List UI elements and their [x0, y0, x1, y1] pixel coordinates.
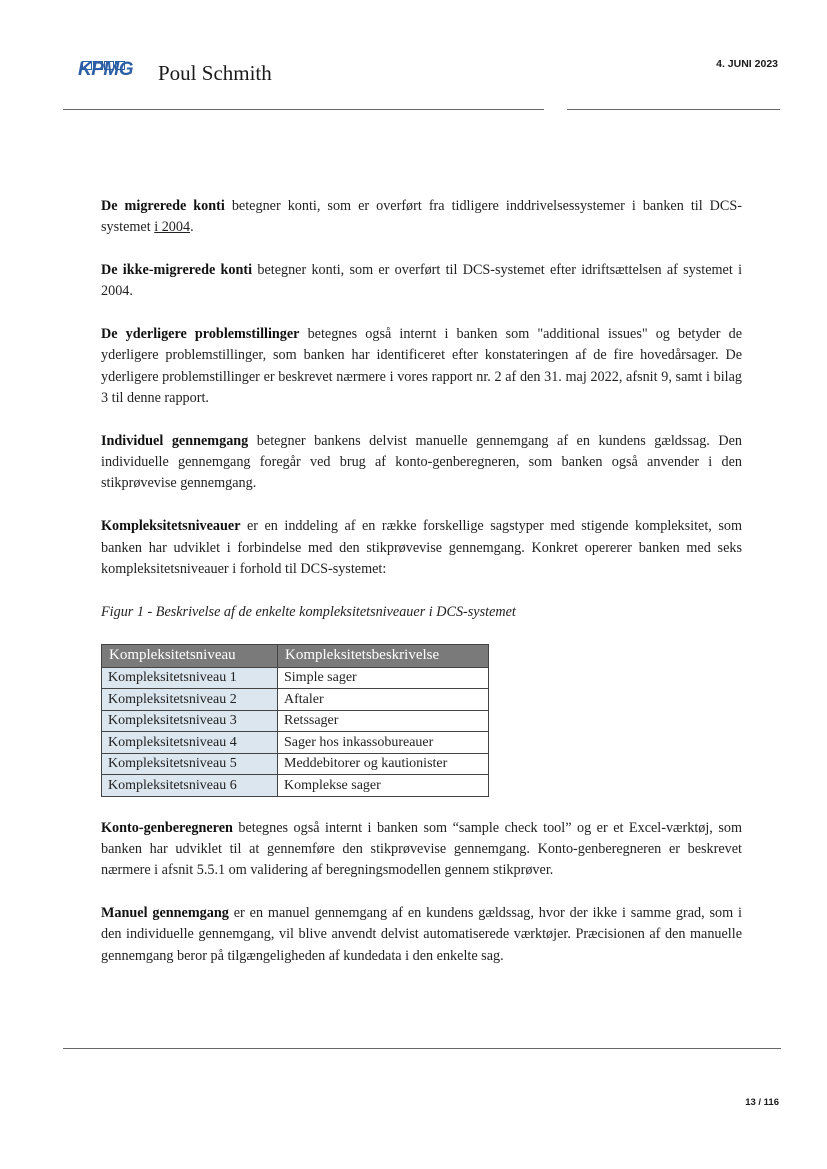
table-cell: Komplekse sager [278, 775, 489, 797]
paragraph-text: betegner konti, som er overført til DCS-systemet efter idriftsættelsen af systemet i 2004. [101, 262, 743, 300]
page-number: 13 / 116 [745, 1097, 779, 1108]
footer-divider [63, 1048, 781, 1049]
table-cell: Sager hos inkassobureauer [278, 732, 489, 754]
kpmg-logo [78, 55, 136, 83]
table-row [102, 732, 489, 754]
paragraph-text: er en inddeling af en række forskellige sagstyper med stigende kompleksitet, som banken har udviklet i forbindelse med den stikprøvevise gennemgang. Konkret opererer banken med seks kompleksitetsniveauer i forhold til DCS-systemet: [101, 518, 742, 577]
term: Manuel gennemgang [101, 905, 229, 922]
paragraph-kompleksitetsniveauer [101, 516, 742, 580]
header-divider-left [63, 109, 544, 110]
table-cell: Kompleksitetsniveau 4 [102, 732, 278, 754]
paragraph-konto-genberegneren [101, 818, 742, 882]
term: De ikke-migrerede konti [101, 262, 253, 279]
paragraph-ikke-migrerede-konti [101, 260, 742, 303]
table-cell: Kompleksitetsniveau 5 [102, 753, 278, 775]
table-cell: Meddebitorer og kautionister [278, 753, 489, 775]
table-row [102, 775, 489, 797]
table-row [102, 753, 489, 775]
paragraph-text: betegnes også internt i banken som “sample check tool” og er et Excel-værktøj, som banken har udviklet til at gennemføre den stikprøvevise gennemgang. Konto-genberegneren er beskrevet nærmere i afsnit 5.5.1 om validering af beregningsmodellen gennem stikprøver. [101, 819, 742, 879]
table-row [102, 667, 489, 689]
term: De migrerede konti [101, 198, 225, 214]
table-cell: Retssager [278, 710, 489, 732]
table-row [102, 689, 489, 711]
table-cell: Simple sager [278, 667, 489, 689]
table-header-cell: Kompleksitetsbeskrivelse [278, 645, 489, 667]
paragraph-text: . [190, 219, 194, 236]
paragraph-text: betegner konti, som er overført fra tidligere inddrivelsessystemer i banken til DCS-systemet [101, 198, 742, 236]
term: Konto-genberegneren [101, 819, 233, 836]
document-body [101, 196, 742, 989]
table-cell: Kompleksitetsniveau 1 [102, 667, 278, 689]
table-header-cell: Kompleksitetsniveau [102, 645, 278, 667]
term: Individuel gennemgang [101, 432, 249, 449]
header-divider-right [567, 109, 780, 110]
table-cell: Aftaler [278, 689, 489, 711]
firm-name: Poul Schmith [158, 61, 272, 85]
table-row [102, 710, 489, 732]
paragraph-individuel-gennemgang [101, 431, 742, 495]
document-date: 4. JUNI 2023 [716, 58, 778, 70]
table-cell: Kompleksitetsniveau 3 [102, 710, 278, 732]
table-header-row [102, 645, 489, 667]
logo-text: KPMG [78, 59, 133, 80]
table-cell: Kompleksitetsniveau 6 [102, 775, 278, 797]
paragraph-text: betegner bankens delvist manuelle gennemgang af en kundens gældssag. Den individuelle gennemgang foregår ved brug af konto-genberegneren, som banken også anvender i den stikprøvevise gennemgang. [101, 432, 742, 492]
paragraph-yderligere-problemstillinger [101, 324, 742, 409]
paragraph-migrerede-konti [101, 196, 742, 239]
paragraph-manuel-gennemgang [101, 903, 742, 967]
paragraph-text: betegnes også internt i banken som "additional issues" og betyder de yderligere problemstillinger, som banken har identificeret efter konstateringen af de fire hovedårsager. De yderligere problemstillinger er beskrevet nærmere i vores rapport nr. 2 af den 31. maj 2022, afsnit 9, samt i bilag 3 til denne rapport. [101, 326, 743, 407]
table-cell: Kompleksitetsniveau 2 [102, 689, 278, 711]
term: De yderligere problemstillinger [101, 326, 300, 343]
term: Kompleksitetsniveauer [101, 518, 241, 535]
figure-caption: Figur 1 - Beskrivelse af de enkelte kompleksitetsniveauer i DCS-systemet [101, 603, 516, 620]
paragraph-text: er en manuel gennemgang af en kundens gældssag, hvor der ikke i samme grad, som i den individuelle gennemgang, vil blive anvendt delvist automatiserede værktøjer. Præcisionen af den manuelle gennemgang beror på tilgængeligheden af kundedata i den enkelte sag. [101, 905, 742, 964]
underlined-text: i 2004 [154, 219, 191, 236]
complexity-table [101, 644, 489, 796]
